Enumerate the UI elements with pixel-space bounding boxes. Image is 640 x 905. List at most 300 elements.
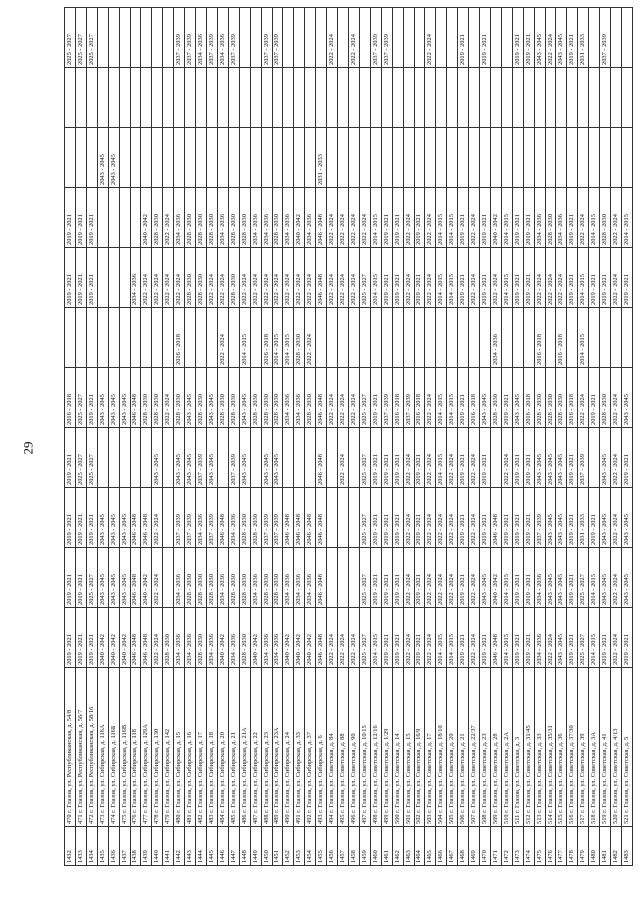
period-cell: 2043 - 2045: [97, 368, 108, 428]
period-cell: 2022 - 2024: [534, 248, 545, 308]
period-cell: [316, 68, 327, 128]
period-cell: 2043 - 2045: [185, 368, 196, 428]
address-cell: 515 г. Глазов, ул. Советская, д. 36: [556, 668, 567, 827]
period-cell: [589, 68, 600, 128]
period-cell: 2019 - 2021: [65, 428, 76, 488]
address-cell: 513 г. Глазов, ул. Советская, д. 33: [534, 668, 545, 827]
period-cell: 2034 - 2036: [283, 548, 294, 608]
period-cell: 2046 - 2048: [130, 608, 141, 668]
address-cell: 494 г. Глазов, ул. Советская, д. 84: [327, 668, 338, 827]
period-cell: [545, 128, 556, 188]
period-cell: 2014 - 2015: [501, 548, 512, 608]
period-cell: [622, 128, 633, 188]
period-cell: 2040 - 2042: [97, 608, 108, 668]
address-cell: 514 г. Глазов, ул. Советская, д. 35/31: [545, 668, 556, 827]
period-cell: 2022 - 2024: [469, 428, 480, 488]
period-cell: [469, 308, 480, 368]
period-cell: 2022 - 2024: [447, 548, 458, 608]
period-cell: [414, 308, 425, 368]
period-cell: 2014 - 2015: [436, 608, 447, 668]
period-cell: 2014 - 2015: [589, 188, 600, 248]
period-cell: 2034 - 2036: [174, 608, 185, 668]
period-cell: 2022 - 2024: [469, 488, 480, 548]
period-cell: [97, 8, 108, 68]
period-cell: 2019 - 2021: [622, 608, 633, 668]
period-cell: 2019 - 2021: [65, 248, 76, 308]
period-cell: 2016 - 2018: [174, 308, 185, 368]
period-cell: 2019 - 2021: [381, 428, 392, 488]
period-cell: [108, 68, 119, 128]
period-cell: 2034 - 2036: [283, 188, 294, 248]
table-row: [130, 8, 141, 866]
period-cell: 2034 - 2036: [196, 8, 207, 68]
table-row: [589, 8, 600, 866]
period-cell: [611, 68, 622, 128]
period-cell: [228, 68, 239, 128]
table-row: [381, 8, 392, 866]
address-cell: 485 г. Глазов, ул. Сибирская, д. 21: [228, 668, 239, 827]
row-number-cell: 1481: [600, 827, 611, 866]
period-cell: 2019 - 2021: [86, 188, 97, 248]
period-cell: [359, 8, 370, 68]
period-cell: 2019 - 2021: [75, 608, 86, 668]
period-cell: [327, 128, 338, 188]
period-cell: 2019 - 2021: [480, 248, 491, 308]
table-row: [534, 8, 545, 866]
period-cell: [141, 128, 152, 188]
period-cell: 2019 - 2021: [458, 368, 469, 428]
period-cell: 2022 - 2024: [338, 368, 349, 428]
period-cell: 2043 - 2045: [545, 428, 556, 488]
period-cell: [119, 68, 130, 128]
period-cell: 2019 - 2021: [86, 248, 97, 308]
period-cell: 2022 - 2024: [425, 608, 436, 668]
period-cell: 2019 - 2021: [381, 608, 392, 668]
period-cell: [316, 8, 327, 68]
period-cell: [622, 308, 633, 368]
row-number-cell: 1439: [141, 827, 152, 866]
address-cell: 474 г. Глазов, ул. Сибирская, д. 116Б: [108, 668, 119, 827]
row-number-cell: 1452: [283, 827, 294, 866]
period-cell: 2034 - 2036: [272, 608, 283, 668]
table-row: [217, 8, 228, 866]
period-cell: 2025 - 2027: [75, 8, 86, 68]
period-cell: [250, 128, 261, 188]
period-cell: [622, 8, 633, 68]
period-cell: [294, 428, 305, 488]
period-cell: 2046 - 2048: [141, 608, 152, 668]
period-cell: 2019 - 2021: [512, 248, 523, 308]
row-number-cell: 1474: [523, 827, 534, 866]
period-cell: 2022 - 2024: [163, 368, 174, 428]
page-number: [20, 440, 36, 462]
period-cell: 2019 - 2021: [567, 188, 578, 248]
period-cell: 2019 - 2021: [86, 488, 97, 548]
period-cell: 2031 - 2033: [578, 8, 589, 68]
row-number-cell: 1451: [272, 827, 283, 866]
period-cell: 2043 - 2045: [206, 368, 217, 428]
period-cell: 2043 - 2045: [97, 488, 108, 548]
period-cell: 2016 - 2018: [556, 308, 567, 368]
period-cell: 2022 - 2024: [348, 8, 359, 68]
table-row: [174, 8, 185, 866]
period-cell: 2022 - 2024: [403, 188, 414, 248]
period-cell: [119, 8, 130, 68]
table-row: [523, 8, 534, 866]
period-cell: 2019 - 2021: [392, 248, 403, 308]
period-cell: 2028 - 2030: [272, 548, 283, 608]
period-cell: 2019 - 2021: [381, 488, 392, 548]
period-cell: [294, 8, 305, 68]
period-cell: [359, 128, 370, 188]
period-cell: 2028 - 2030: [196, 188, 207, 248]
period-cell: 2019 - 2021: [622, 428, 633, 488]
period-cell: 2022 - 2024: [611, 488, 622, 548]
period-cell: 2022 - 2024: [348, 368, 359, 428]
address-cell: 517 г. Глазов, ул. Советская, д. 39: [578, 668, 589, 827]
period-cell: [370, 308, 381, 368]
table-row: [578, 8, 589, 866]
period-cell: 2019 - 2021: [381, 188, 392, 248]
period-cell: [163, 428, 174, 488]
period-cell: 2019 - 2021: [523, 188, 534, 248]
period-cell: [206, 308, 217, 368]
period-cell: 2014 - 2015: [370, 248, 381, 308]
period-cell: [600, 68, 611, 128]
table-row: [163, 8, 174, 866]
period-cell: [65, 308, 76, 368]
period-cell: 2040 - 2042: [119, 608, 130, 668]
period-cell: 2019 - 2021: [512, 608, 523, 668]
period-cell: [130, 308, 141, 368]
period-cell: [75, 68, 86, 128]
row-number-cell: 1478: [567, 827, 578, 866]
period-cell: 2022 - 2024: [436, 488, 447, 548]
period-cell: 2037 - 2039: [174, 8, 185, 68]
period-cell: 2019 - 2021: [480, 488, 491, 548]
period-cell: 2034 - 2036: [261, 188, 272, 248]
period-cell: 2037 - 2039: [185, 488, 196, 548]
period-cell: 2028 - 2030: [196, 248, 207, 308]
period-cell: 2019 - 2021: [458, 548, 469, 608]
period-cell: 2046 - 2048: [316, 368, 327, 428]
period-cell: 2019 - 2021: [86, 608, 97, 668]
period-cell: 2043 - 2045: [119, 548, 130, 608]
period-cell: 2019 - 2021: [392, 608, 403, 668]
period-cell: 2043 - 2045: [152, 428, 163, 488]
period-cell: [185, 308, 196, 368]
period-cell: [97, 68, 108, 128]
period-cell: 2028 - 2030: [141, 368, 152, 428]
period-cell: 2034 - 2036: [250, 188, 261, 248]
row-number-cell: 1447: [228, 827, 239, 866]
row-number-cell: 1476: [545, 827, 556, 866]
row-number-cell: 1458: [348, 827, 359, 866]
period-cell: 2040 - 2042: [250, 608, 261, 668]
period-cell: [403, 8, 414, 68]
period-cell: 2040 - 2042: [108, 608, 119, 668]
period-cell: [305, 8, 316, 68]
period-cell: [458, 68, 469, 128]
period-cell: 2019 - 2021: [567, 8, 578, 68]
period-cell: [611, 128, 622, 188]
period-cell: 2034 - 2036: [534, 608, 545, 668]
address-cell: 482 г. Глазов, ул. Сибирская, д. 17: [196, 668, 207, 827]
period-cell: [600, 128, 611, 188]
period-cell: [403, 308, 414, 368]
period-cell: 2019 - 2021: [392, 188, 403, 248]
period-cell: [196, 308, 207, 368]
table-row: [108, 8, 119, 866]
table-row: [75, 8, 86, 866]
period-cell: 2028 - 2030: [600, 188, 611, 248]
address-cell: 495 г. Глазов, ул. Советская, д. 88: [338, 668, 349, 827]
period-cell: 2022 - 2024: [348, 608, 359, 668]
period-cell: 2028 - 2030: [228, 248, 239, 308]
period-cell: 2022 - 2024: [490, 248, 501, 308]
period-cell: 2022 - 2024: [403, 248, 414, 308]
period-cell: 2019 - 2021: [458, 428, 469, 488]
table-row: [86, 8, 97, 866]
row-number-cell: 1444: [196, 827, 207, 866]
period-cell: [141, 8, 152, 68]
period-cell: 2043 - 2045: [556, 428, 567, 488]
address-cell: 471 г. Глазов, ул. Республиканская, д. 56/7: [75, 668, 86, 827]
period-cell: [305, 128, 316, 188]
period-cell: 2022 - 2024: [338, 248, 349, 308]
period-cell: [283, 128, 294, 188]
period-cell: 2019 - 2021: [414, 428, 425, 488]
period-cell: 2014 - 2015: [578, 248, 589, 308]
period-cell: 2034 - 2036: [206, 608, 217, 668]
period-cell: 2019 - 2021: [480, 8, 491, 68]
table-row: [65, 8, 76, 866]
period-cell: [130, 128, 141, 188]
period-cell: 2022 - 2024: [403, 428, 414, 488]
row-number-cell: 1470: [480, 827, 491, 866]
period-cell: 2019 - 2021: [567, 608, 578, 668]
period-cell: 2043 - 2045: [545, 488, 556, 548]
period-cell: 2022 - 2024: [611, 548, 622, 608]
period-cell: 2022 - 2024: [141, 248, 152, 308]
period-cell: 2046 - 2048: [217, 488, 228, 548]
period-cell: 2019 - 2021: [512, 188, 523, 248]
row-number-cell: 1457: [338, 827, 349, 866]
period-cell: 2025 - 2027: [359, 488, 370, 548]
period-cell: [523, 128, 534, 188]
period-cell: 2014 - 2015: [447, 608, 458, 668]
period-cell: 2019 - 2021: [589, 368, 600, 428]
period-cell: [163, 488, 174, 548]
table-row: [501, 8, 512, 866]
period-cell: [108, 248, 119, 308]
period-cell: 2028 - 2030: [185, 248, 196, 308]
table-row: [622, 8, 633, 866]
period-cell: 2016 - 2018: [523, 368, 534, 428]
period-cell: 2019 - 2021: [75, 548, 86, 608]
period-cell: 2037 - 2039: [381, 8, 392, 68]
period-cell: 2022 - 2024: [425, 248, 436, 308]
period-cell: 2028 - 2030: [545, 188, 556, 248]
period-cell: 2043 - 2045: [108, 128, 119, 188]
period-cell: [501, 128, 512, 188]
address-cell: 509 г. Глазов, ул. Советская, д. 28: [490, 668, 501, 827]
period-cell: 2028 - 2030: [261, 368, 272, 428]
period-cell: [327, 548, 338, 608]
period-cell: [250, 68, 261, 128]
period-cell: 2022 - 2024: [338, 608, 349, 668]
period-cell: 2019 - 2021: [370, 488, 381, 548]
period-cell: 2028 - 2030: [239, 488, 250, 548]
period-cell: [414, 128, 425, 188]
period-cell: 2037 - 2039: [370, 8, 381, 68]
table-row: [272, 8, 283, 866]
period-cell: [403, 128, 414, 188]
address-cell: 512 г. Глазов, ул. Советская, д. 31/45: [523, 668, 534, 827]
table-row: [152, 8, 163, 866]
address-cell: 518 г. Глазов, ул. Советская, д. 3А: [589, 668, 600, 827]
period-cell: 2022 - 2024: [425, 548, 436, 608]
table-row: [458, 8, 469, 866]
row-number-cell: 1460: [370, 827, 381, 866]
period-cell: 2022 - 2024: [338, 428, 349, 488]
period-cell: 2014 - 2015: [436, 428, 447, 488]
table-row: [425, 8, 436, 866]
period-cell: [163, 308, 174, 368]
period-cell: [327, 68, 338, 128]
table-row: [305, 8, 316, 866]
period-cell: [305, 68, 316, 128]
address-cell: 473 г. Глазов, ул. Сибирская, д. 116А: [97, 668, 108, 827]
period-cell: [567, 68, 578, 128]
period-cell: 2046 - 2048: [283, 488, 294, 548]
period-cell: [403, 68, 414, 128]
period-cell: 2022 - 2024: [283, 248, 294, 308]
period-cell: 2019 - 2021: [414, 188, 425, 248]
period-cell: [490, 8, 501, 68]
period-cell: 2043 - 2045: [97, 548, 108, 608]
period-cell: 2028 - 2030: [239, 188, 250, 248]
period-cell: [250, 428, 261, 488]
period-cell: 2019 - 2021: [370, 548, 381, 608]
period-cell: [414, 8, 425, 68]
period-cell: [174, 68, 185, 128]
period-cell: 2019 - 2021: [75, 488, 86, 548]
period-cell: 2043 - 2045: [185, 428, 196, 488]
period-cell: 2037 - 2039: [534, 488, 545, 548]
period-cell: 2014 - 2015: [447, 248, 458, 308]
period-cell: 2046 - 2048: [130, 368, 141, 428]
period-cell: 2022 - 2024: [327, 608, 338, 668]
row-number-cell: 1441: [163, 827, 174, 866]
row-number-cell: 1461: [381, 827, 392, 866]
period-cell: 2028 - 2030: [152, 368, 163, 428]
period-cell: [86, 68, 97, 128]
period-cell: 2022 - 2024: [359, 188, 370, 248]
period-cell: 2022 - 2024: [327, 188, 338, 248]
period-cell: 2019 - 2021: [458, 248, 469, 308]
period-cell: [458, 128, 469, 188]
period-cell: 2037 - 2039: [196, 428, 207, 488]
period-cell: 2034 - 2036: [294, 548, 305, 608]
table-row: [338, 8, 349, 866]
period-cell: 2028 - 2030: [174, 368, 185, 428]
period-cell: 2022 - 2024: [348, 248, 359, 308]
page-number-text: 29: [20, 441, 35, 455]
period-cell: 2019 - 2021: [501, 368, 512, 428]
schedule-table-rotated: [64, 34, 630, 866]
row-number-cell: 1469: [469, 827, 480, 866]
period-cell: 2019 - 2021: [392, 428, 403, 488]
period-cell: [414, 68, 425, 128]
period-cell: [534, 68, 545, 128]
period-cell: [501, 68, 512, 128]
period-cell: [65, 68, 76, 128]
row-number-cell: 1435: [97, 827, 108, 866]
period-cell: 2043 - 2045: [108, 488, 119, 548]
address-cell: 519 г. Глазов, ул. Советская, д. 41: [600, 668, 611, 827]
period-cell: 2019 - 2021: [512, 8, 523, 68]
period-cell: [316, 308, 327, 368]
period-cell: [469, 128, 480, 188]
row-number-cell: 1446: [217, 827, 228, 866]
period-cell: [97, 308, 108, 368]
period-cell: [119, 248, 130, 308]
schedule-table-body: [65, 8, 633, 866]
address-cell: 484 г. Глазов, ул. Сибирская, д. 20: [217, 668, 228, 827]
period-cell: [534, 128, 545, 188]
period-cell: [589, 8, 600, 68]
table-row: [392, 8, 403, 866]
period-cell: [447, 8, 458, 68]
address-cell: 498 г. Глазов, ул. Советская, д. 12/16: [370, 668, 381, 827]
period-cell: 2022 - 2024: [305, 308, 316, 368]
period-cell: 2014 - 2015: [501, 608, 512, 668]
period-cell: 2022 - 2024: [305, 248, 316, 308]
period-cell: 2019 - 2021: [600, 248, 611, 308]
period-cell: 2019 - 2021: [75, 188, 86, 248]
period-cell: 2028 - 2030: [228, 368, 239, 428]
table-row: [327, 8, 338, 866]
row-number-cell: 1462: [392, 827, 403, 866]
period-cell: 2019 - 2021: [381, 548, 392, 608]
period-cell: [338, 68, 349, 128]
period-cell: 2043 - 2045: [480, 368, 491, 428]
address-cell: 490 г. Глазов, ул. Сибирская, д. 24: [283, 668, 294, 827]
period-cell: [545, 308, 556, 368]
period-cell: 2046 - 2048: [316, 488, 327, 548]
table-row: [556, 8, 567, 866]
period-cell: 2025 - 2027: [86, 8, 97, 68]
period-cell: [381, 68, 392, 128]
period-cell: 2040 - 2042: [294, 608, 305, 668]
period-cell: 2022 - 2024: [425, 8, 436, 68]
period-cell: 2014 - 2015: [501, 188, 512, 248]
period-cell: [556, 68, 567, 128]
period-cell: [86, 308, 97, 368]
table-row: [359, 8, 370, 866]
row-number-cell: 1450: [261, 827, 272, 866]
period-cell: 2022 - 2024: [469, 188, 480, 248]
period-cell: 2037 - 2039: [600, 8, 611, 68]
period-cell: 2028 - 2030: [294, 308, 305, 368]
period-cell: 2019 - 2021: [65, 188, 76, 248]
period-cell: [370, 68, 381, 128]
row-number-cell: 1445: [206, 827, 217, 866]
period-cell: 2022 - 2024: [152, 548, 163, 608]
period-cell: [108, 8, 119, 68]
period-cell: [217, 428, 228, 488]
